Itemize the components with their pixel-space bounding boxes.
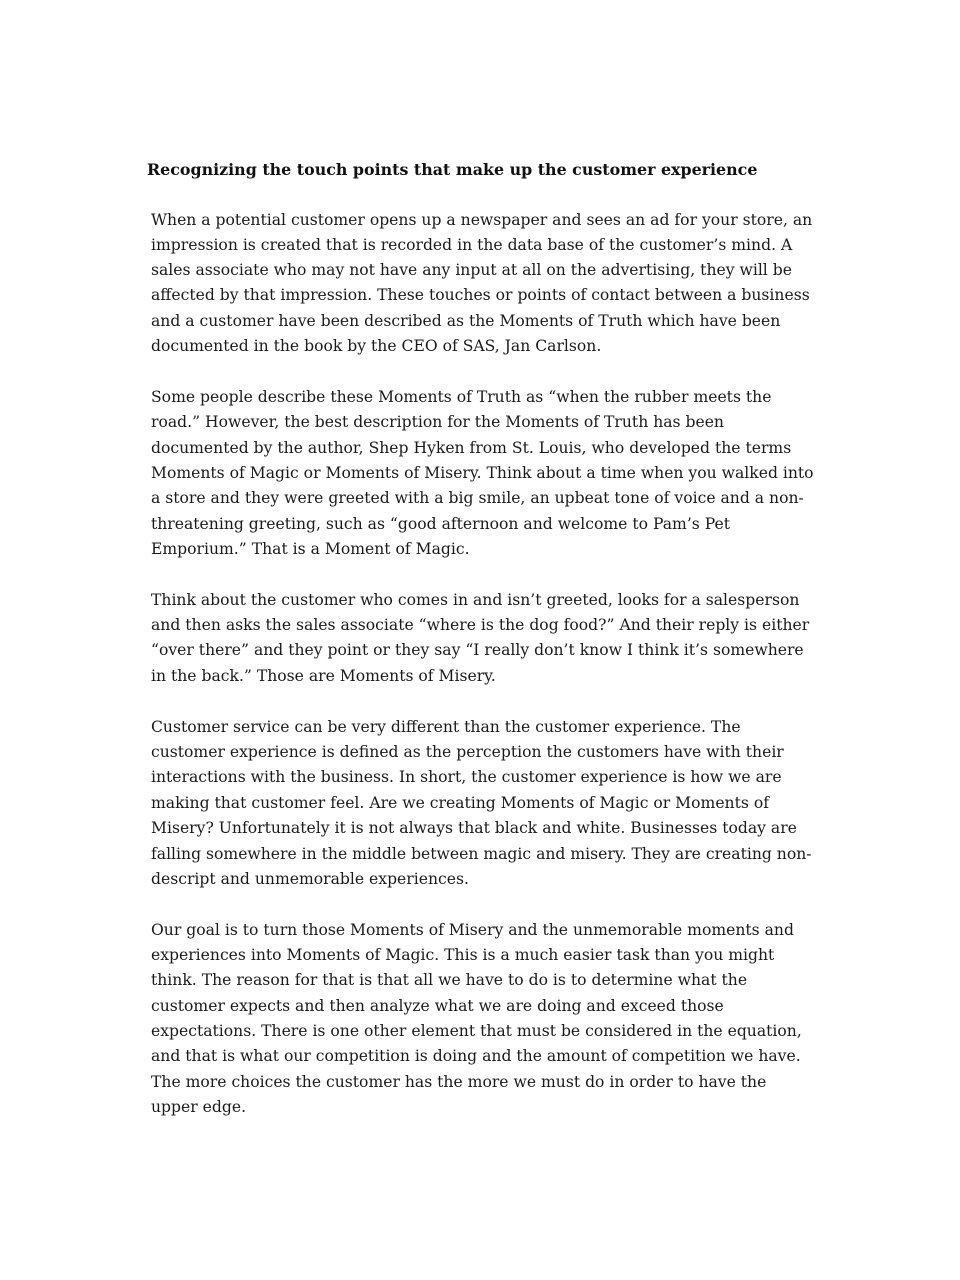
- paragraph-2-line-6: threatening greeting, such as “good afternoon and welcome to Pam’s Pet: [151, 515, 731, 533]
- paragraph-3-line-4: in the back.” Those are Moments of Misery.: [151, 667, 496, 685]
- paragraph-2-line-5: a store and they were greeted with a big smile, an upbeat tone of voice and a non-: [151, 489, 804, 507]
- paragraph-2-line-1: Some people describe these Moments of Truth as “when the rubber meets the: [151, 388, 772, 406]
- paragraph-5-line-6: and that is what our competition is doing and the amount of competition we have.: [151, 1047, 801, 1065]
- paragraph-1-line-4: affected by that impression. These touches or points of contact between a business: [151, 286, 810, 304]
- paragraph-4-line-4: making that customer feel. Are we creating Moments of Magic or Moments of: [151, 794, 769, 812]
- paragraph-5-line-4: customer expects and then analyze what we are doing and exceed those: [151, 997, 724, 1015]
- paragraph-1-line-1: When a potential customer opens up a newspaper and sees an ad for your store, an: [151, 211, 813, 229]
- paragraph-5-line-5: expectations. There is one other element that must be considered in the equation,: [151, 1022, 802, 1040]
- paragraph-1-line-2: impression is created that is recorded in the data base of the customer’s mind. A: [151, 236, 793, 254]
- paragraph-4-line-6: falling somewhere in the middle between magic and misery. They are creating non-: [151, 845, 812, 863]
- paragraph-1-line-5: and a customer have been described as the Moments of Truth which have been: [151, 312, 781, 330]
- paragraph-4-line-7: descript and unmemorable experiences.: [151, 870, 469, 888]
- paragraph-4-line-5: Misery? Unfortunately it is not always that black and white. Businesses today are: [151, 819, 797, 837]
- paragraph-2-line-4: Moments of Magic or Moments of Misery. Think about a time when you walked into: [151, 464, 814, 482]
- paragraph-3-line-3: “over there” and they point or they say “I really don’t know I think it’s somewhere: [151, 641, 804, 659]
- paragraph-4-line-2: customer experience is defined as the perception the customers have with their: [151, 743, 784, 761]
- paragraph-1-line-3: sales associate who may not have any input at all on the advertising, they will be: [151, 261, 792, 279]
- paragraph-2-line-2: road.” However, the best description for the Moments of Truth has been: [151, 413, 724, 431]
- paragraph-3-line-1: Think about the customer who comes in and isn’t greeted, looks for a salesperson: [151, 591, 800, 609]
- paragraph-5-line-3: think. The reason for that is that all we have to do is to determine what the: [151, 971, 748, 989]
- paragraph-5-line-1: Our goal is to turn those Moments of Misery and the unmemorable moments and: [151, 921, 794, 939]
- paragraph-5-line-2: experiences into Moments of Magic. This is a much easier task than you might: [151, 946, 775, 964]
- paragraph-5-line-7: The more choices the customer has the more we must do in order to have the: [151, 1073, 767, 1091]
- paragraph-5-line-8: upper edge.: [151, 1098, 247, 1116]
- paragraph-2-line-3: documented by the author, Shep Hyken from St. Louis, who developed the terms: [151, 439, 792, 457]
- paragraph-2-line-7: Emporium.” That is a Moment of Magic.: [151, 540, 470, 558]
- paragraph-4-line-1: Customer service can be very different than the customer experience. The: [151, 718, 741, 736]
- document-heading: Recognizing the touch points that make up the customer experience: [147, 160, 758, 179]
- paragraph-3-line-2: and then asks the sales associate “where is the dog food?” And their reply is either: [151, 616, 810, 634]
- paragraph-1-line-6: documented in the book by the CEO of SAS, Jan Carlson.: [151, 337, 602, 355]
- paragraph-4-line-3: interactions with the business. In short, the customer experience is how we are: [151, 768, 782, 786]
